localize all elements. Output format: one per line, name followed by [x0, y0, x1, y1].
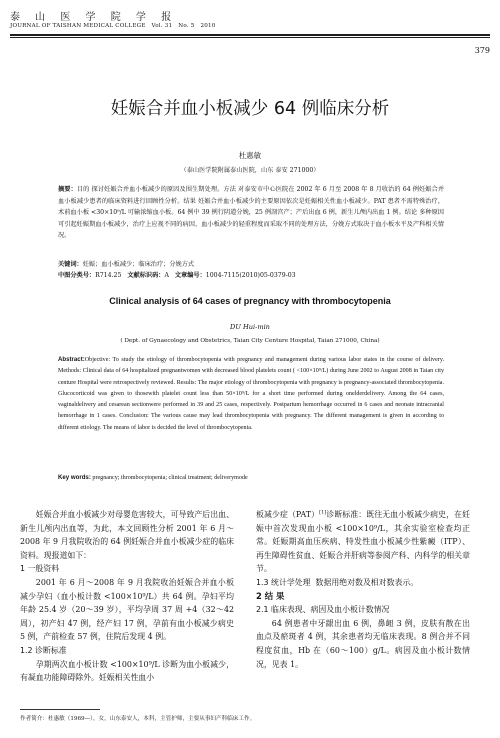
section-heading-1-3: 1.3 统计学处理 [256, 577, 311, 587]
author-footnote: 作者简介：杜惠敏（1969—），女，山东泰安人，本科，主管护师，主要从事妇产科临床工作。 [20, 716, 256, 722]
page-number: 379 [474, 46, 490, 55]
stats-paragraph: 数据用绝对数及相对数表示。 [315, 577, 419, 587]
clc-value: R714.25 [95, 272, 122, 279]
journal-name-en: JOURNAL OF TAISHAN MEDICAL COLLEGE [10, 23, 146, 29]
article-title-cn: 妊娠合并血小板减少 64 例临床分析 [110, 99, 390, 119]
pat-criteria-rest: 诊断标准：既往无血小板减少病史，在妊娠中首次发现血小板 <100×10⁹/L，其余实验室检查均正常。妊娠期高血压疾病、特发性血小板减少性紫癜（ITP）、再生障碍性贫血、妊娠合并肝病等参阅产科、内科学的相关章节。 [256, 510, 470, 574]
keywords-cn-text: 妊娠；血小板减少；临床治疗；分娩方式 [82, 261, 195, 268]
author-cn: 杜惠敏 [238, 151, 262, 160]
general-data-paragraph: 2001 年 6 月～2008 年 9 月我院收治妊娠合并血小板减少孕妇（血小板计数 <100×10⁹/L）共 64 例。孕妇平均年龄 25.4 岁（20～39 岁），平均孕周 37 周 +4（32～42 周），初产妇 47 例，经产妇 17 例，孕前有血小板减少病史 5 例，产前检查 57 例，住院后发现 4 例。 [20, 577, 234, 642]
citation-ref: [1] [319, 509, 327, 516]
diagnosis-paragraph: 孕期两次血小板计数 <100×10⁹/L 诊断为血小板减少，有凝血功能障碍除外。妊娠相关性血小 [20, 659, 234, 683]
body-column-right [256, 508, 470, 671]
section-heading-1-2: 1.2 诊断标准 [20, 645, 67, 655]
journal-year: 2010 [200, 23, 216, 29]
doc-code-value: A [164, 272, 169, 279]
author-en: DU Hui-min [230, 323, 270, 331]
journal-volume: Vol. 31 [151, 23, 173, 29]
article-number-label: 文章编号： [174, 272, 206, 279]
journal-name-en-line [10, 23, 215, 29]
pat-criteria-paragraph [256, 508, 470, 576]
keywords-en-text: pregnancy; thrombocytopenia; clinical treatment; deliverymode [92, 475, 248, 481]
body-column-left [20, 508, 234, 685]
abstract-en-label: Abstract: [58, 356, 85, 363]
journal-number: No. 5 [178, 23, 195, 29]
affiliation-cn: （泰山医学院附属泰山医院，山东 泰安 271000） [180, 167, 320, 174]
abstract-en-text: Objective: To study the etiology of thrombocytopenia with pregnancy and management during various labor states in the course of delivery. Methods: Clinical data of 64 hospitalized pregnantwomen with decreased blood platelets count ( <100×10⁹/L) during June 2002 to August 2008 in Taian city centure Hospital were retrospectively reviewed. Results: The major etiology of thrombocytopenia with pregnancy is pregnancy-associated thrombocytopenia. Glucocorticoid was given to thosewith platelet count less than 50×10⁹/L for a short time performed during onelderdelivery. Among the 64 cases, vaginaldelivery and cesarean sectionwere performed in 39 and 25 cases, respectively. Postpartum hemorrhage occurred in 6 cases and neonate intracranial hemorrhage in 1 cases. Conclusion: The various cause may lead thrombocytopenia with pregnancy. The different management is given in according to different etiology. The means of labor is decided the level of thrombocytopenia. [58, 357, 444, 431]
article-number-value: 1004-7115(2010)05-0379-03 [205, 272, 296, 279]
keywords-en [58, 474, 444, 481]
keywords-cn-block [58, 259, 444, 281]
intro-paragraph: 妊娠合并血小板减少对母婴危害较大，可导致产后出血、新生儿颅内出血等，为此，本文回顾性分析 2001 年 6 月～2008 年 9 月我院收治的 64 例妊娠合并血小板减少症的临床资料。现报道如下： [20, 510, 234, 560]
doc-code-label: 文献标识码： [127, 272, 165, 279]
section-heading-results: 2 结 果 [256, 590, 285, 601]
abstract-cn-text: 目的 探讨妊娠合并血小板减少的原因及围生期处理。方法 对泰安市中心医院在 2002 年 6 月至 2008 年 8 月收治的 64 例妊娠合并血小板减少患者的临床资料进行回顾性分析。结果 妊娠合并血小板减少的主要原因依次是妊娠相关性血小板减少。PAT 患者不需特殊治疗，术前血小板 <30×10⁹/L 可输浓缩血小板。64 例中 39 例行阴道分娩，25 例剖宫产；产后出血 6 例，新生儿颅内出血 1 例。结论 多种原因可引起妊娠期血小板减少，治疗上应视不同的病因、血小板减少的轻重程度而采取不同的处理方法，分娩方式取决于血小板水平及产科相关情况。 [58, 186, 445, 240]
abstract-en [58, 354, 444, 434]
clinical-paragraph: 64 例患者中牙龈出血 6 例，鼻衄 3 例，皮肤有散在出血点及瘀斑者 4 例，其余患者均无临床表现。8 例合并不同程度贫血，Hb 在（60～100）g/L。病因及血小板计数情况，见表 1。 [256, 618, 470, 669]
keywords-cn-label: 关键词： [58, 261, 83, 268]
header-rule-thick [10, 34, 490, 36]
footnote-rule [20, 709, 100, 710]
affiliation-en: ( Dept. of Gynaecology and Obstetrics, Taian City Centure Hospital, Taian 271000, China) [120, 338, 380, 344]
stats-line [256, 576, 470, 590]
keywords-cn [58, 259, 444, 270]
header-rule-thin [10, 37, 490, 38]
abstract-cn [58, 184, 444, 242]
clc-label: 中图分类号： [58, 272, 96, 279]
classification-cn [58, 270, 444, 281]
pat-criteria-start: 板减少症（PAT） [256, 510, 320, 519]
section-heading-2-1: 2.1 临床表现、病因及血小板计数情况 [256, 605, 390, 615]
journal-header-en [10, 23, 490, 29]
section-heading-1-1: 1 一般资料 [20, 564, 60, 574]
journal-name-cn: 泰 山 医 学 院 学 报 [10, 12, 178, 23]
keywords-en-label: Key words: [58, 474, 91, 481]
article-title-en: Clinical analysis of 64 cases of pregnancy with thrombocytopenia [109, 296, 391, 306]
abstract-cn-label: 摘要： [58, 186, 77, 193]
